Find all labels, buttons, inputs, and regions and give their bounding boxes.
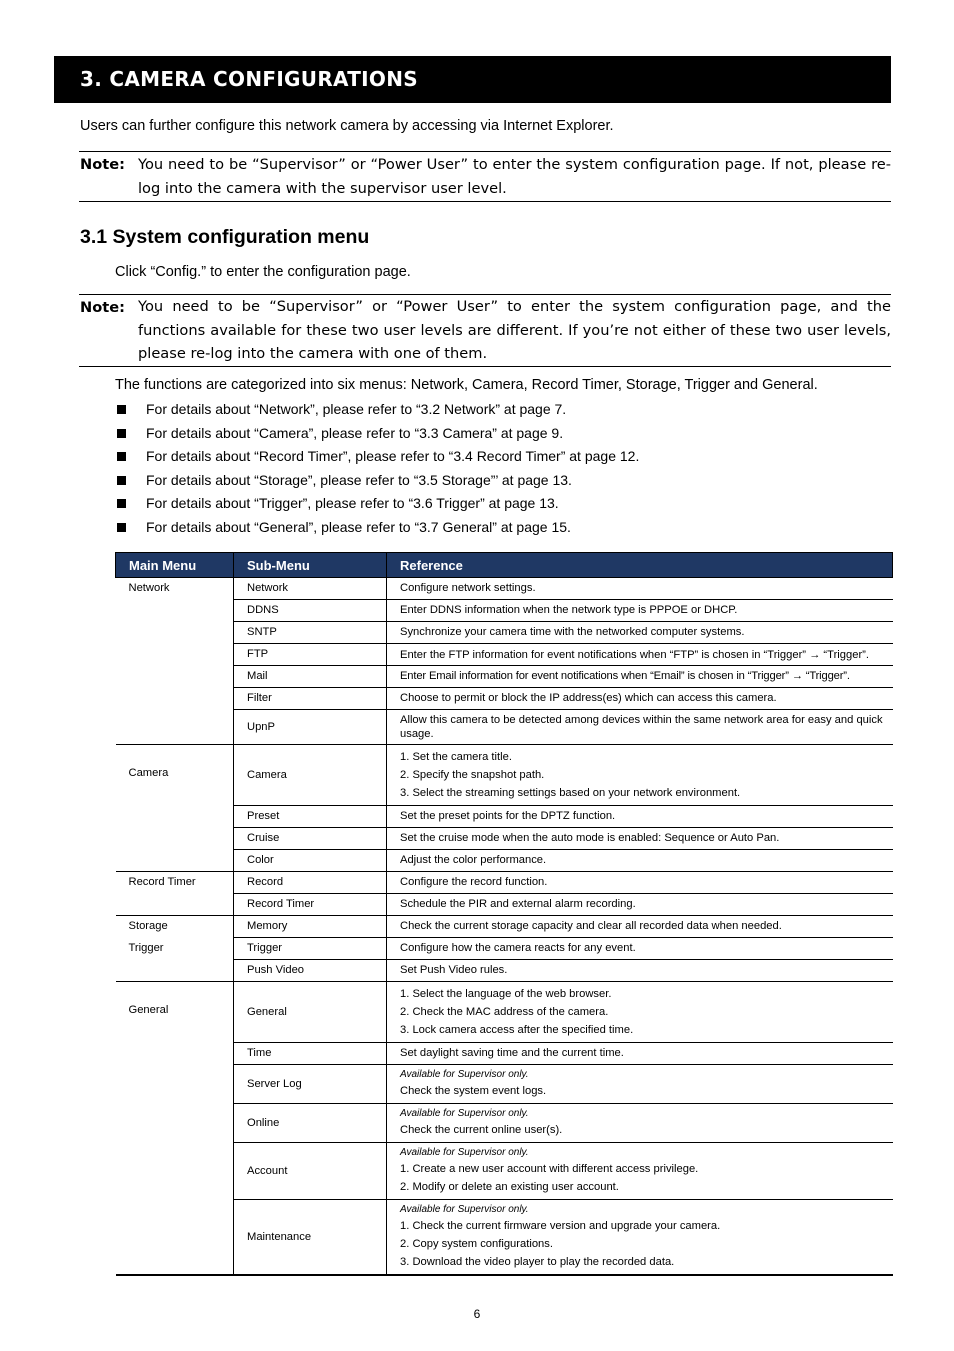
sub-menu-cell: Server Log xyxy=(234,1065,387,1104)
main-menu-cell: Record Timer xyxy=(116,872,234,916)
reference-cell: Configure network settings. xyxy=(387,578,893,600)
sub-menu-cell: General xyxy=(234,982,387,1043)
reference-cell: Enter DDNS information when the network type is PPPOE or DHCP. xyxy=(387,600,893,622)
sub-menu-cell: UpnP xyxy=(234,710,387,745)
table-row xyxy=(116,982,893,1043)
availability-note: Available for Supervisor only. xyxy=(400,1069,529,1080)
table-row xyxy=(116,745,893,806)
note-label: Note: xyxy=(80,299,125,316)
sub-menu-cell: Color xyxy=(234,850,387,872)
sub-menu-cell: Online xyxy=(234,1104,387,1143)
list-item xyxy=(117,398,639,422)
sub-menu-cell: SNTP xyxy=(234,622,387,644)
reference-line: 1. Create a new user account with different access privilege. xyxy=(400,1163,699,1175)
sub-menu-cell: Cruise xyxy=(234,828,387,850)
bullet-square-icon xyxy=(117,523,126,532)
sub-menu-cell: Push Video xyxy=(234,960,387,982)
bullet-square-icon xyxy=(117,405,126,414)
sub-menu-cell: Preset xyxy=(234,806,387,828)
note-box-1 xyxy=(79,151,891,202)
main-menu-cell: Storage xyxy=(116,916,234,938)
reference-cell xyxy=(387,745,893,806)
reference-line: 3. Select the streaming settings based on your network environment. xyxy=(400,787,741,799)
functions-paragraph: The functions are categorized into six menus: Network, Camera, Record Timer, Storage, Trigger and General. xyxy=(115,377,818,393)
main-menu-cell: General xyxy=(116,982,234,1276)
list-item-text: For details about “Trigger”, please refer to “3.6 Trigger” at page 13. xyxy=(146,495,559,511)
sub-menu-cell: Record Timer xyxy=(234,894,387,916)
table-row xyxy=(116,872,893,894)
reference-line: 3. Download the video player to play the recorded data. xyxy=(400,1256,675,1268)
reference-cell: Configure the record function. xyxy=(387,872,893,894)
reference-cell: Synchronize your camera time with the networked computer systems. xyxy=(387,622,893,644)
click-instruction: Click “Config.” to enter the configuration page. xyxy=(115,264,411,280)
reference-line: 2. Check the MAC address of the camera. xyxy=(400,1006,609,1018)
header-reference: Reference xyxy=(387,553,893,578)
list-item-text: For details about “General”, please refer to “3.7 General” at page 15. xyxy=(146,518,571,535)
availability-note: Available for Supervisor only. xyxy=(400,1147,529,1158)
reference-cell xyxy=(387,1143,893,1200)
sub-menu-cell: Maintenance xyxy=(234,1200,387,1276)
reference-list xyxy=(117,398,639,539)
table-header-row xyxy=(116,553,893,578)
reference-cell xyxy=(387,1104,893,1143)
reference-cell: Check the current storage capacity and clear all recorded data when needed. xyxy=(387,916,893,938)
intro-paragraph: Users can further configure this network camera by accessing via Internet Explorer. xyxy=(80,118,614,134)
list-item-text: For details about “Record Timer”, please refer to “3.4 Record Timer” at page 12. xyxy=(146,448,640,464)
table-row xyxy=(116,938,893,960)
main-menu-cell: Trigger xyxy=(128,941,164,954)
sub-menu-cell: Memory xyxy=(234,916,387,938)
bullet-square-icon xyxy=(117,429,126,438)
main-menu-cell: Network xyxy=(116,578,234,745)
sub-menu-cell: Trigger xyxy=(234,938,387,960)
sub-menu-cell: Time xyxy=(234,1043,387,1065)
reference-line: 1. Set the camera title. xyxy=(400,751,512,763)
page-number: 6 xyxy=(473,1307,481,1321)
sub-menu-cell: Account xyxy=(234,1143,387,1200)
reference-line: 3. Lock camera access after the specified time. xyxy=(400,1024,634,1036)
reference-line: Check the current online user(s). xyxy=(400,1124,563,1136)
reference-cell: Allow this camera to be detected among devices within the same network area for easy and quick usage. xyxy=(387,710,893,745)
reference-cell xyxy=(387,1065,893,1104)
list-item xyxy=(117,445,639,469)
reference-line: 2. Copy system configurations. xyxy=(400,1238,553,1250)
list-item xyxy=(117,422,639,446)
note-text: You need to be “Supervisor” or “Power User” to enter the system configuration page. If not, please re-log into the camera with the supervisor user level. xyxy=(138,156,891,197)
reference-cell xyxy=(387,1200,893,1276)
chapter-title: 3. CAMERA CONFIGURATIONS xyxy=(54,56,891,103)
reference-cell: Schedule the PIR and external alarm recording. xyxy=(387,894,893,916)
header-sub-menu: Sub-Menu xyxy=(234,553,387,578)
reference-cell: Enter the FTP information for event notifications when “FTP” is chosen in “Trigger” → “Trigger”. xyxy=(387,644,893,666)
bullet-square-icon xyxy=(117,499,126,508)
sub-menu-cell: FTP xyxy=(234,644,387,666)
reference-cell: Choose to permit or block the IP address(es) which can access this camera. xyxy=(387,688,893,710)
reference-line: 1. Check the current firmware version and upgrade your camera. xyxy=(400,1220,721,1232)
table-row xyxy=(116,916,893,938)
sub-menu-cell: Camera xyxy=(234,745,387,806)
list-item-text: For details about “Storage”, please refer to “3.5 Storage”’ at page 13. xyxy=(146,471,572,488)
reference-line: 2. Specify the snapshot path. xyxy=(400,769,545,781)
note-text: You need to be “Supervisor” or “Power User” to enter the system configuration page, and the functions available for these two user levels are different. If you’re not either of these two user levels, please re-log into the camera with one of them. xyxy=(138,298,891,362)
list-item xyxy=(117,492,639,516)
reference-line: 1. Select the language of the web browser. xyxy=(400,988,612,1000)
list-item xyxy=(117,516,639,540)
bullet-square-icon xyxy=(117,452,126,461)
sub-menu-cell: Record xyxy=(234,872,387,894)
reference-cell: Enter Email information for event notifications when “Email” is chosen in “Trigger” → “Trigger”. xyxy=(387,666,893,688)
list-item-text: For details about “Network”, please refer to “3.2 Network” at page 7. xyxy=(146,401,567,417)
sub-menu-cell: Network xyxy=(234,578,387,600)
reference-line: Check the system event logs. xyxy=(400,1085,547,1097)
list-item-text: For details about “Camera”, please refer to “3.3 Camera” at page 9. xyxy=(146,424,564,441)
sub-menu-cell: DDNS xyxy=(234,600,387,622)
reference-line: 2. Modify or delete an existing user account. xyxy=(400,1181,619,1193)
bullet-square-icon xyxy=(117,476,126,485)
reference-cell: Set the preset points for the DPTZ function. xyxy=(387,806,893,828)
list-item xyxy=(117,469,639,493)
availability-note: Available for Supervisor only. xyxy=(400,1108,529,1119)
reference-cell: Set daylight saving time and the current time. xyxy=(387,1043,893,1065)
sub-menu-cell: Filter xyxy=(234,688,387,710)
note-label: Note: xyxy=(80,156,125,173)
reference-cell: Set the cruise mode when the auto mode is enabled: Sequence or Auto Pan. xyxy=(387,828,893,850)
reference-cell: Adjust the color performance. xyxy=(387,850,893,872)
reference-cell xyxy=(387,982,893,1043)
note-box-2 xyxy=(79,294,891,367)
header-main-menu: Main Menu xyxy=(116,553,234,578)
main-menu-cell: Camera xyxy=(116,745,234,872)
section-title: 3.1 System configuration menu xyxy=(80,226,370,248)
config-menu-table xyxy=(115,552,893,1276)
availability-note: Available for Supervisor only. xyxy=(400,1204,529,1215)
reference-cell: Set Push Video rules. xyxy=(387,960,893,982)
table-row xyxy=(116,578,893,600)
reference-cell: Configure how the camera reacts for any event. xyxy=(387,938,893,960)
sub-menu-cell: Mail xyxy=(234,666,387,688)
